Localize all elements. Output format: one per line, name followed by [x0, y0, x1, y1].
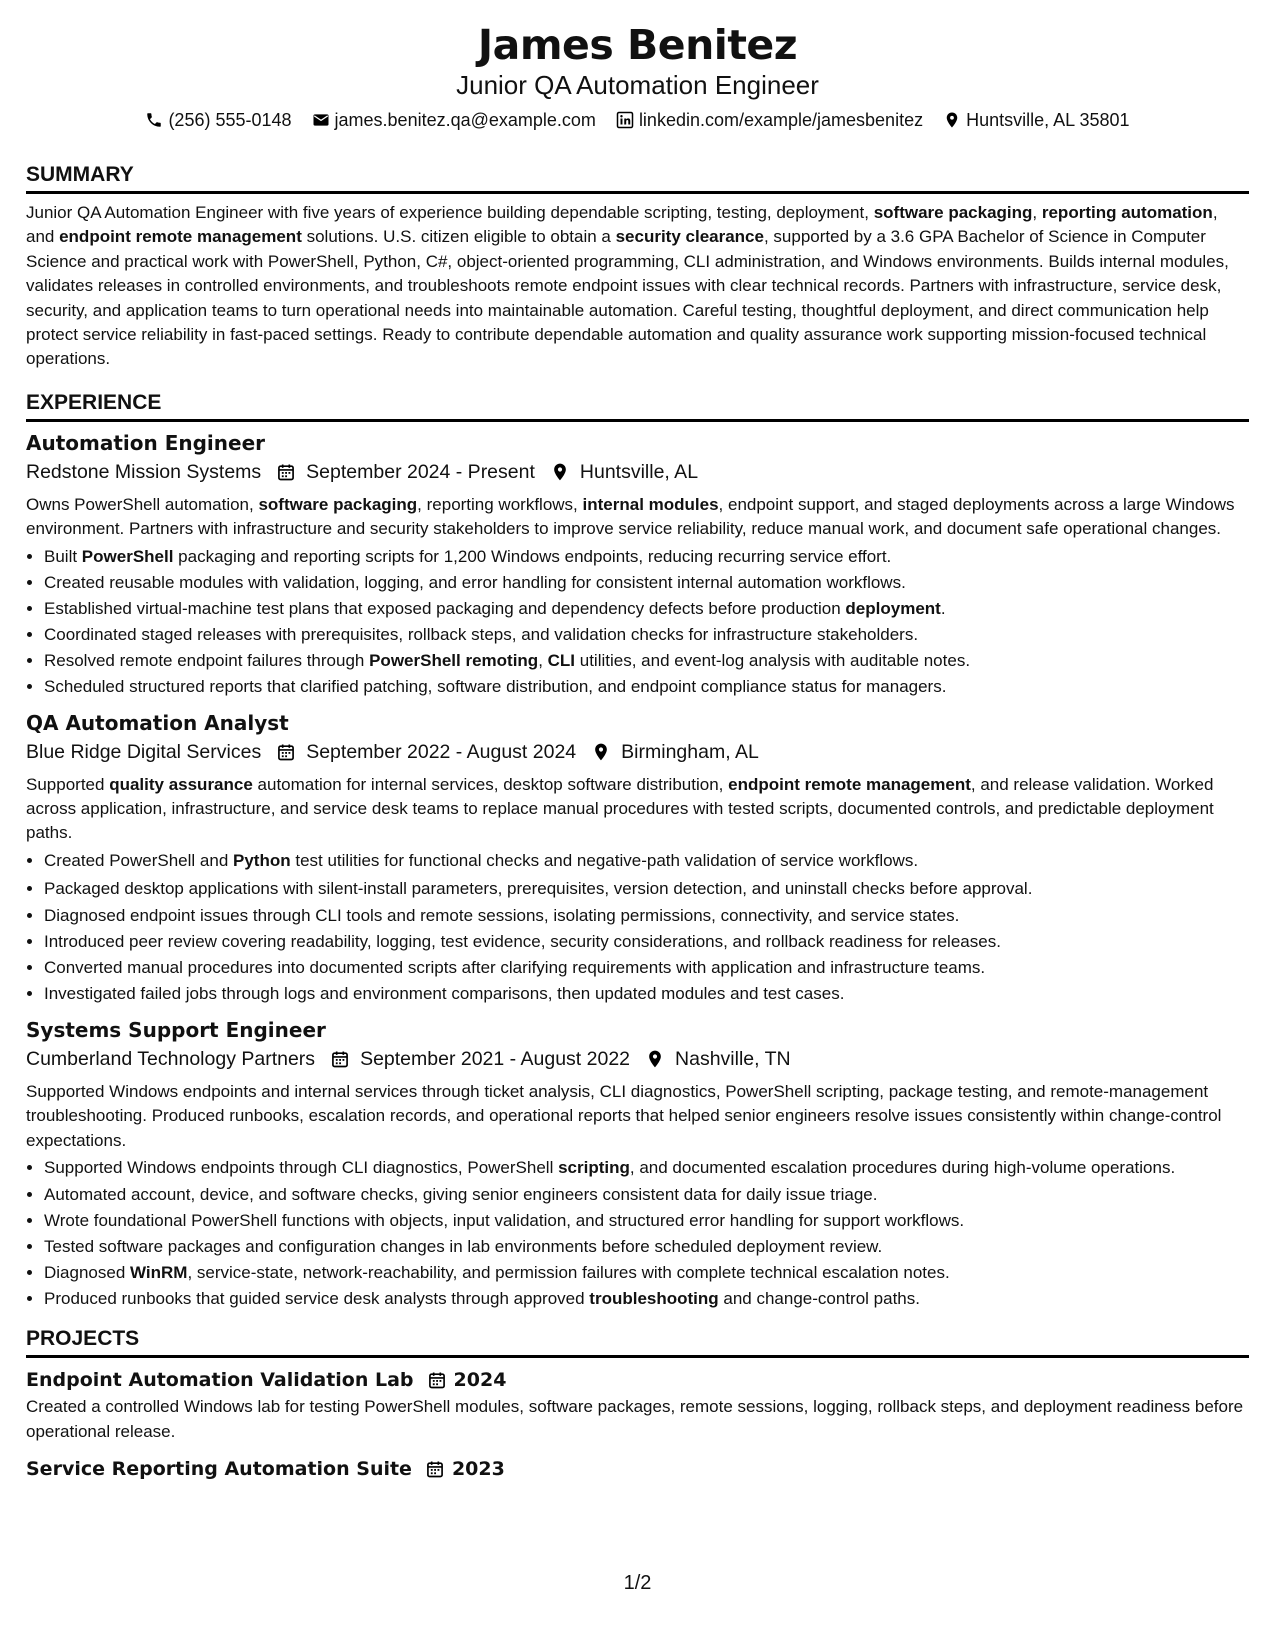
bullet-item: [44, 544, 1249, 570]
calendar-icon: [329, 1048, 351, 1070]
job-dates: September 2021 - August 2022: [360, 1047, 631, 1070]
text-segment: , and: [26, 203, 1218, 247]
text-segment: Investigated failed jobs through logs and environment comparisons, then updated modules and test cases.: [44, 983, 845, 1003]
phone-text: (256) 555-0148: [168, 110, 292, 130]
summary-heading: SUMMARY: [26, 162, 1249, 194]
text-segment: Supported Windows endpoints through CLI diagnostics, PowerShell: [44, 1158, 559, 1178]
text-segment: Automated account, device, and software checks, giving senior engineers consistent data for daily issue triage.: [44, 1185, 878, 1205]
bullet-item: [44, 1260, 1249, 1286]
job-description: [26, 1080, 1249, 1153]
bullet-item: [44, 674, 1249, 700]
bullet-item: [44, 648, 1249, 674]
text-segment: ,: [1032, 203, 1042, 222]
bold-keyword: endpoint remote management: [59, 227, 302, 247]
text-segment: .: [940, 598, 946, 618]
bold-keyword: quality assurance: [109, 774, 253, 794]
project-description: Created a controlled Windows lab for testing PowerShell modules, software packages, remote sessions, logging, rollback steps, and deployment readiness before operational release.: [26, 1397, 1244, 1441]
resume-page: [26, 20, 1249, 1484]
project-title: Service Reporting Automation Suite: [26, 1457, 412, 1480]
project-year: 2023: [451, 1457, 505, 1480]
bold-keyword: troubleshooting: [589, 1289, 719, 1309]
job-title: Systems Support Engineer: [26, 1017, 326, 1042]
text-segment: automation for internal services, desktop software distribution,: [252, 774, 729, 794]
bold-keyword: internal modules: [582, 494, 719, 514]
contact-phone[interactable]: [145, 108, 291, 132]
text-segment: Resolved remote endpoint failures through: [44, 650, 370, 670]
text-segment: , endpoint support, and staged deployments across a large Windows environment. Partners with infrastructure and security stakeholders to improve service reliability, reduce manual work, and document safe operational changes.: [26, 494, 1235, 539]
bold-keyword: CLI: [547, 650, 576, 670]
job-dates: September 2024 - Present: [306, 460, 535, 483]
job-entry: [26, 1016, 1249, 1312]
project-entry: [26, 1454, 1249, 1484]
project-title: Endpoint Automation Validation Lab: [26, 1369, 414, 1392]
job-title: QA Automation Analyst: [26, 710, 289, 735]
bold-keyword: PowerShell remoting: [369, 650, 539, 670]
bullet-item: [44, 622, 1249, 648]
phone-icon: [145, 111, 163, 129]
project-year: 2024: [453, 1369, 507, 1392]
project-title-row: [26, 1454, 1249, 1484]
job-description: [26, 773, 1249, 846]
calendar-icon: [424, 1458, 446, 1480]
job-location: Birmingham, AL: [621, 740, 759, 763]
bullet-item: [44, 1234, 1249, 1260]
job-location: Huntsville, AL: [579, 460, 699, 483]
text-segment: utilities, and event-log analysis with auditable notes.: [575, 650, 971, 670]
text-segment: Scheduled structured reports that clarified patching, software distribution, and endpoint compliance status for managers.: [44, 676, 947, 696]
job-meta: [26, 1044, 1249, 1074]
location-text: Huntsville, AL 35801: [966, 110, 1130, 130]
text-segment: Supported Windows endpoints and internal services through ticket analysis, CLI diagnostics, PowerShell scripting, package testing, and remote-management troubleshooting. Produced runbooks, escalation records, and operational reports that helped senior engineers resolve issues consistently within change-control expectations.: [26, 1081, 1222, 1150]
text-segment: Packaged desktop applications with silent-install parameters, prerequisites, version detection, and uninstall checks before approval.: [44, 878, 1033, 898]
bullet-item: [44, 955, 1249, 981]
text-segment: Converted manual procedures into documented scripts after clarifying requirements with application and infrastructure teams.: [44, 957, 986, 977]
job-description: [26, 493, 1249, 542]
bold-keyword: deployment: [845, 598, 941, 618]
text-segment: , supported by a 3.6 GPA Bachelor of Science in Computer Science and practical work with PowerShell, Python, C#, object-oriented programming, CLI administration, and Windows environments. Builds internal modules, validates releases in controlled environments, and troubleshoots remote endpoint issues with clear technical records. Partners with infrastructure, service desk, security, and application teams to turn operational needs into maintainable automation. Careful testing, thoughtful deployment, and direct communication help protect service reliability in fast-paced settings. Ready to contribute dependable automation and quality assurance work supporting mission-focused technical operations.: [26, 227, 1229, 369]
text-segment: , and release validation. Worked across application, infrastructure, and service desk teams to replace manual procedures with tested scripts, documented controls, and predictable deployment paths.: [26, 774, 1214, 843]
text-segment: Built: [44, 546, 82, 566]
job-bullets: [26, 544, 1249, 700]
text-segment: Created PowerShell and: [44, 850, 234, 870]
experience-section: [26, 390, 1249, 1312]
project-entry: [26, 1365, 1249, 1444]
text-segment: Owns PowerShell automation,: [26, 494, 259, 514]
page-number: 1/2: [623, 1572, 652, 1594]
text-segment: , service-state, network-reachability, and permission failures with complete technical escalation notes.: [187, 1263, 950, 1283]
text-segment: packaging and reporting scripts for 1,200 Windows endpoints, reducing recurring service effort.: [173, 546, 892, 566]
bullet-item: [44, 596, 1249, 622]
text-segment: Junior QA Automation Engineer with five years of experience building dependable scripting, testing, deployment,: [26, 203, 874, 222]
contact-location: [943, 108, 1129, 132]
candidate-name: James Benitez: [477, 21, 798, 69]
bold-keyword: PowerShell: [81, 546, 174, 566]
linkedin-icon: [616, 111, 634, 129]
job-entry: [26, 429, 1249, 700]
job-meta: [26, 737, 1249, 767]
bold-keyword: reporting automation: [1041, 203, 1213, 222]
bullet-item: [44, 903, 1249, 929]
bullet-item: [44, 877, 1249, 900]
job-company: Blue Ridge Digital Services: [26, 740, 262, 763]
bullet-item: [44, 1156, 1249, 1179]
job-dates: September 2022 - August 2024: [306, 740, 577, 763]
job-entry: [26, 709, 1249, 1007]
experience-heading: EXPERIENCE: [26, 390, 1249, 422]
text-segment: Supported: [26, 774, 110, 794]
map-pin-icon: [549, 461, 571, 483]
text-segment: Tested software packages and configuration changes in lab environments before scheduled deployment review.: [44, 1237, 883, 1257]
projects-heading: PROJECTS: [26, 1326, 1249, 1358]
contact-bar: [26, 108, 1249, 132]
text-segment: Produced runbooks that guided service desk analysts through approved: [44, 1289, 590, 1309]
bullet-item: [44, 848, 1249, 874]
job-title: Automation Engineer: [26, 430, 266, 455]
text-segment: and change-control paths.: [718, 1289, 920, 1309]
bold-keyword: WinRM: [130, 1263, 188, 1283]
calendar-icon: [275, 741, 297, 763]
envelope-icon: [312, 111, 330, 129]
email-text: james.benitez.qa@example.com: [334, 110, 596, 130]
text-segment: ,: [538, 650, 548, 670]
bullet-item: [44, 1182, 1249, 1208]
bullet-item: [44, 981, 1249, 1007]
calendar-icon: [275, 461, 297, 483]
text-segment: Diagnosed endpoint issues through CLI tools and remote sessions, isolating permissions, connectivity, and service states.: [44, 905, 960, 925]
text-segment: Wrote foundational PowerShell functions with objects, input validation, and structured error handling for support workflows.: [44, 1211, 965, 1231]
bold-keyword: endpoint remote management: [728, 774, 971, 794]
bullet-item: [44, 929, 1249, 955]
text-segment: test utilities for functional checks and negative-path validation of service workflows.: [290, 850, 919, 870]
summary-text: [26, 201, 1249, 372]
map-pin-icon: [943, 111, 961, 129]
bold-keyword: Python: [233, 850, 291, 870]
text-segment: Created reusable modules with validation, logging, and error handling for consistent internal automation workflows.: [44, 572, 906, 592]
bullet-item: [44, 1286, 1249, 1312]
map-pin-icon: [590, 741, 612, 763]
linkedin-text: linkedin.com/example/jamesbenitez: [638, 110, 924, 130]
text-segment: , reporting workflows,: [417, 494, 583, 514]
bold-keyword: software packaging: [873, 203, 1033, 222]
project-title-row: [26, 1365, 1249, 1395]
bold-keyword: software packaging: [258, 494, 418, 514]
text-segment: Established virtual-machine test plans that exposed packaging and dependency defects before production: [44, 598, 846, 618]
summary-section: [26, 162, 1249, 372]
job-company: Redstone Mission Systems: [26, 460, 262, 483]
text-segment: , and documented escalation procedures during high-volume operations.: [629, 1158, 1176, 1178]
map-pin-icon: [644, 1048, 666, 1070]
calendar-icon: [426, 1369, 448, 1391]
text-segment: solutions. U.S. citizen eligible to obtain a: [301, 227, 616, 247]
bold-keyword: scripting: [558, 1158, 630, 1178]
candidate-role: Junior QA Automation Engineer: [456, 70, 819, 100]
job-company: Cumberland Technology Partners: [26, 1047, 316, 1070]
contact-email[interactable]: [312, 108, 596, 132]
job-bullets: [26, 848, 1249, 1007]
bullet-item: [44, 1208, 1249, 1234]
bullet-item: [44, 570, 1249, 596]
text-segment: Diagnosed: [44, 1263, 131, 1283]
text-segment: Coordinated staged releases with prerequisites, rollback steps, and validation checks for infrastructure stakeholders.: [44, 624, 919, 644]
contact-linkedin[interactable]: [616, 108, 923, 132]
projects-section: [26, 1326, 1249, 1484]
job-location: Nashville, TN: [675, 1047, 791, 1070]
job-bullets: [26, 1156, 1249, 1312]
job-meta: [26, 457, 1249, 487]
text-segment: Introduced peer review covering readability, logging, test evidence, security considerations, and rollback readiness for releases.: [44, 931, 1001, 951]
bold-keyword: security clearance: [615, 227, 764, 247]
